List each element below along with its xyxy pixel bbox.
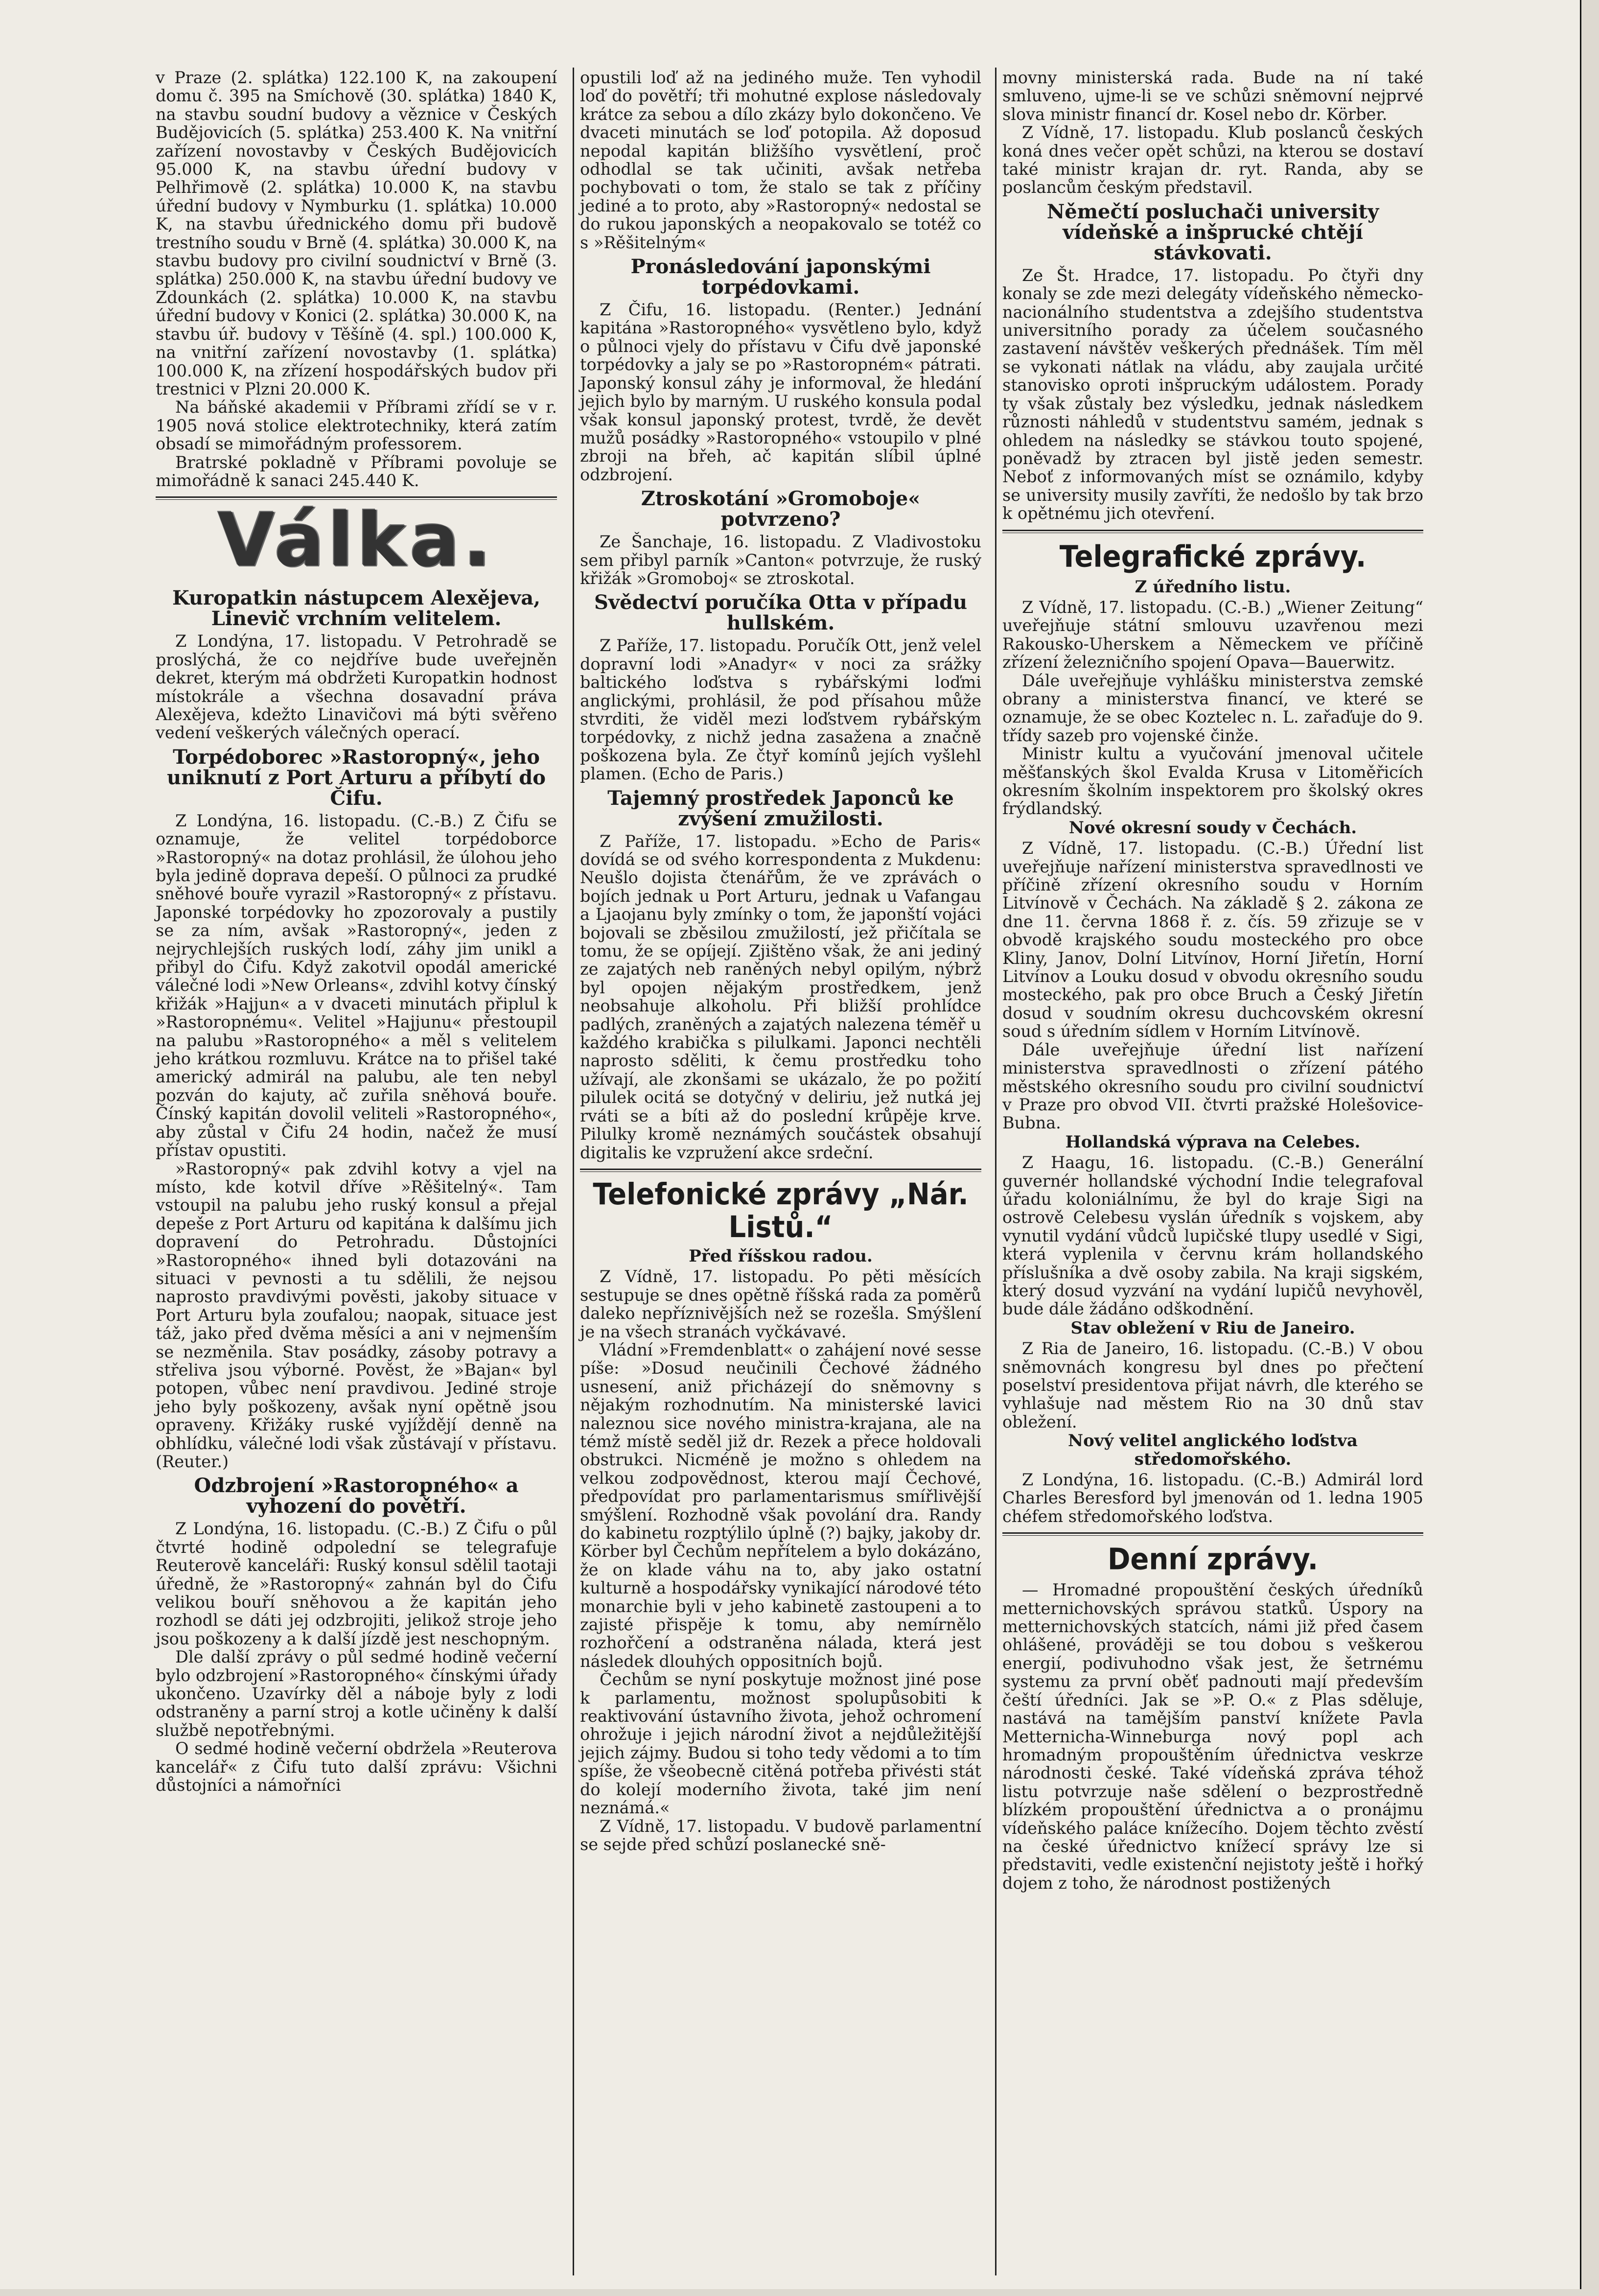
headline-ott: Svědectví poručíka Otta v případu hullském. <box>594 591 968 635</box>
article-kuropatkin: Z Londýna, 17. listopadu. V Petrohradě se proslýchá, že co nejdříve bude uveřejněn dekret, kterým má obdržeti Kuropatkin hodnost místokrále a všechna dosavadní práva Alexějeva, kdežto Linavičovi má býti svěřeno vedení veškerých válečných operací. <box>156 632 557 743</box>
subhead-rio: Stav obležení v Riu de Janeiro. <box>1070 1318 1355 1338</box>
section-divider <box>580 1169 981 1172</box>
budget-paragraph: v Praze (2. splátka) 122.100 K, na zakoupení domu č. 395 na Smíchově (30. splátka) 1840 K, na stavbu soudní budovy a věznice v Českých Budějovicích (5. splátka) 253.400 K. Na vnitřní zařízení novostavby v Českých Budějovicích 95.000 K, na stavbu úřední budovy v Pelhřimově (2. splátka) 10.000 K, na stavbu úřední budovy v Nymburku (1. splátka) 10.000 K, na stavbu úřednického domu při budově trestního soudu v Brně (4. splátka) 30.000 K, na stavbu budovy pro civilní soudnictví v Brně (3. splátka) 250.000 K, na stavbu úřední budovy ve Zdounkách (2. splátka) 10.000 K, na stavbu úřední budovy v Konici (2. splátka) 30.000 K, na stavbu úř. budovy v Těšíně (4. spl.) 100.000 K, na vnitřní zařízení novostavby (1. splátka) 100.000 K, na zřízení hospodářských budov při trestnici v Plzni 20.000 K. <box>156 68 557 398</box>
column-3 <box>1002 69 1423 1892</box>
article-rastoropny-a: Z Londýna, 16. listopadu. (C.-B.) Z Čifu se oznamuje, že velitel torpédoborce »Rastoropný« na dotaz prohlásil, že úlohou jeho byla jedině doprava depeší. O půlnoci za prudké sněhové bouře vyrazil »Rastoropný« z přístavu. Japonské torpédovky ho zpozorovaly a pustily se za ním, avšak »Rastoropný«, jeden z nejrychlejších ruských lodí, záhy jim unikl a přibyl do Čifu. Když zakotvil opodál americké válečné lodi »New Orleans«, zdvihl kotvy čínský křižák »Hajjun« a v dvaceti minutách připlul k »Rastoropnému«. Velitel »Hajjunu« přestoupil na palubu »Rastoropného« a měl s velitelem jeho krátkou rozmluvu. Krátce na to přišel také americký admirál na palubu, ale ten nebyl pozván do kajuty, ač zuřila sněhová bouře. Čínský kapitán dovolil veliteli »Rastoropného«, aby zůstal v Čifu 24 hodin, načež že musí přístav opustiti. <box>156 811 557 1160</box>
headline-telegraph-news: Telegrafické zprávy. <box>1059 539 1367 574</box>
column-rule-1 <box>573 68 574 2275</box>
article-rastoropny-b: »Rastoropný« pak zdvihl kotvy a vjel na místo, kde kotvil dříve »Rěšitelný«. Tam vstoupil na palubu jeho ruský konsul a přejal depeše z Port Arturu od kapitána k dalšímu jich dopravení do Petrohradu. Důstojníci »Rastoropného« ihned byli dotazováni na situaci v pevnosti a tu sdělili, že nejsou naprosto pravdivými pověsti, jakoby situace v Port Arturu byla zoufalou; naopak, situace jest táž, jako před dvěma měsíci a ani v nejmenším se nezměnila. Stav posádky, zásoby potravy a střeliva jsou výborné. Pověst, že »Bajan« byl potopen, vůbec není pravdivou. Jediné stroje jeho byly poškozeny, avšak nyní opětně jsou opraveny. Křižáky ruské vyjíždějí denně na obhlídku, válečné lodi však zůstávají v přístavu. (Reuter.) <box>156 1159 557 1471</box>
column-1 <box>156 69 557 1795</box>
article-gazette-c: Ministr kultu a vyučování jmenoval učitele měšťanských škol Evalda Krusa v Litoměřicích okresním školním inspektorem pro školský okres frýdlandský. <box>1002 744 1423 819</box>
pribram-academy-paragraph: Na báňské akademii v Příbrami zřídí se v r. 1905 nová stolice elektrotechniky, která zatím obsadí se mimořádným professorem. <box>156 398 557 454</box>
article-celebes: Z Haagu, 16. listopadu. (C.-B.) Generální guvernér hollandské východní Indie telegrafoval úřadu koloniálnímu, že byl do kraje Sigi na ostrově Celebesu vyslán úředník s vojskem, aby vynutil vydání vůdců lupičské tlupy usedlé v Sigi, která vyplenila v červnu krám hollandského příslušníka a dvě osoby zabila. Na kraji sigském, který dosud vyzvání na vydání lupičů nevyhověl, bude dále žádáno odškodnění. <box>1002 1153 1423 1319</box>
article-courts-b: Dále uveřejňuje úřední list nařízení ministerstva spravedlnosti o zřízení pátého městského okresního soudu pro civilní soudnictví v Praze pro obvod VII. čtvrti pražské Holešovice-Bubna. <box>1002 1040 1423 1133</box>
article-czech-club: Z Vídně, 17. listopadu. Klub poslanců českých koná dnes večer opět schůzi, na kterou se dostaví také ministr krajan dr. ryt. Randa, aby se poslancům českým představil. <box>1002 123 1423 197</box>
section-divider <box>1002 1532 1423 1536</box>
headline-gromoboj: Ztroskotání »Gromoboje« potvrzeno? <box>641 487 921 531</box>
pribram-fund-paragraph: Bratrské pokladně v Příbrami povoluje se mimořádně k sanaci 245.440 K. <box>156 452 557 490</box>
page-edge-bottom <box>0 2289 1599 2296</box>
subhead-celebes: Hollandská výprava na Celebes. <box>1065 1132 1361 1152</box>
article-reichsrat-a: Z Vídně, 17. listopadu. Po pěti měsících sestupuje se dnes opětně říšská rada za poměrů daleko nepříznivějších než se rozešla. Smýšlení je na všech stranách vyčkávavé. <box>580 1267 981 1341</box>
subhead-official-gazette: Z úředního listu. <box>1135 577 1291 597</box>
subhead-reichsrat: Před říšskou radou. <box>689 1246 873 1266</box>
article-reichsrat-b: Vládní »Fremdenblatt« o zahájení nové sesse píše: »Dosud neučinili Čechové žádného usnesení, aniž přicházejí do sněmovny s nějakým rozhodnutím. Na ministerské lavici naleznou sice nového ministra-krajana, ale na témž místě seděl již dr. Rezek a přece holdovali obstrukci. Nicméně je možno s ohledem na velkou zodpovědnost, kterou mají Čechové, předpovídat pro parlamentarismus smířlivější smýšlení. Rozhodně však povolání dra. Randy do kabinetu rozptýlilo úplně (?) bajky, jakoby dr. Körber byl Čechům nepřítelem a bylo dokázáno, že on klade váhu na to, aby jako ostatní kulturně a hospodářsky vynikající národové této monarchie byli v jeho kabinetě zastoupeni a to zajisté přispěje k tomu, aby nemírnělo rozhořčení a odstraněna nálada, která jest následek dlouhých oppositních bojů. <box>580 1340 981 1671</box>
column-rule-2 <box>995 68 996 2275</box>
headline-japanese-remedy: Tajemný prostředek Japonců ke zvýšení zmužilosti. <box>607 786 954 830</box>
article-continuation: opustili loď až na jediného muže. Ten vyhodil loď do povětří; tři mohutné explose následovaly krátce za sebou a dílo zkázy bylo dokončeno. Ve dvaceti minutách se loď potopila. Až doposud nepodal kapitán bližšího vysvětlení, proč odhodlal se tak učiniti, avšak netřeba pochybovati o tom, že stalo se tak z příčiny jediné a to proto, aby »Rastoropný« nedostal se do rukou japonských a neopakovalo se totéž co s »Rěšitelným« <box>580 68 981 252</box>
headline-telephone-news: Telefonické zprávy „Nár. Listů.“ <box>593 1177 969 1244</box>
article-japanese-remedy: Z Paříže, 17. listopadu. »Echo de Paris« dovídá se od svého korrespondenta z Mukdenu: Neušlo dojista čtenářům, že ve zprávách o bojích jednak u Port Arturu, jednak u Vafangau a Ljaojanu byly zmínky o tom, že japonští vojáci bojovali se zběsilou zmužilostí, jež přičítala se tomu, že se opíjejí. Zjištěno však, že ani jediný ze zajatých neb raněných nebyl opilým, nýbrž byl opojen nějakým prostředkem, jenž neobsahuje alkoholu. Při bližší prohlídce padlých, zraněných a zajatých nalezena téměř u každého krabička s pilulkami. Japonci nechtěli naprosto sděliti, k čemu prostředku toho užívají, ale zkonšami se ukázalo, že po požití pilulek ocitá se dotyčný v deliriu, jež nutká jej rváti se a bíti až do poslední krůpěje krve. Pilulky kromě neznámých součástek obsahují digitalis ke vzpružení akce srdeční. <box>580 831 981 1162</box>
column-2 <box>580 69 981 1853</box>
article-ott: Z Paříže, 17. listopadu. Poručík Ott, jenž velel dopravní lodi »Anadyr« v noci za srážky baltického loďstva s rybářskými loďmi anglickými, prohlásil, že pod přísahou může stvrditi, že viděl mezi loďstvem rybářským torpédovky, z nichž jedna zasažena a značně poškozena byla. Ze čtyř komínů jejích vyšlehl plamen. (Echo de Paris.) <box>580 636 981 784</box>
article-ministers-continuation: movny ministerská rada. Bude na ní také smluveno, ujme-li se ve schůzi sněmovní nejprvé slova ministr financí dr. Kosel nebo dr. Körber. <box>1002 68 1423 124</box>
subhead-district-courts: Nové okresní soudy v Čechách. <box>1068 818 1357 838</box>
article-metternich: — Hromadné propouštění českých úředníků metternichovských správou statků. Úspory na metternichovských statcích, námi již před časem ohlášené, prováději se tou dobou s veškerou energií, podivuhodno však jest, že šetrnému systemu za první oběť padnouti mají především čeští úředníci. Jak se »P. O.« z Plas sděluje, nastává na tamějším panství knížete Pavla Metternicha-Winneburga nový popl ach hromadným propouštěním úřednictva veskrze národnosti české. Také vídeňská zpráva téhož listu potvrzuje naše sdělení o bezprostředně blízkém propouštění úřednictva a o pronájmu vídeňského paláce knížecího. Dojem těchto zvěstí na české úřednictvo knížecí správy lze si představiti, vedle existenční nejistoty ještě i hořký dojem z toho, že národnost postižených <box>1002 1580 1423 1893</box>
article-torpedo-pursuit: Z Čifu, 16. listopadu. (Renter.) Jednání kapitána »Rastoropného« vysvětleno bylo, když o půlnoci vjely do přístavu v Čifu dvě japonské torpédovky a jaly se po »Rastoropném« pátrati. Japonský konsul záhy je informoval, že hledání jejich bylo by marným. U ruského konsula podal však konsul japonský protest, tvrdě, že devět mužů posádky »Rastoropného« vstoupilo v plné zbroji na břeh, ač kapitán slíbil úplné odzbrojení. <box>580 300 981 484</box>
article-disarmament-b: Dle další zprávy o půl sedmé hodině večerní bylo odzbrojení »Rastoropného« čínskými úřady ukončeno. Uzavírky děl a náboje byly z lodi odstraněny a parní stroj a kotle učiněny k další službě nepotřebnými. <box>156 1647 557 1740</box>
article-rio: Z Ria de Janeiro, 16. listopadu. (C.-B.) V obou sněmovnách kongresu byl dnes po přečtení poselství presidentova přijat návrh, dle kterého se vyhlašuje nad městem Rio na 30 dnů stav obležení. <box>1002 1339 1423 1431</box>
article-reichsrat-c: Čechům se nyní poskytuje možnost jiné pose k parlamentu, možnost spolupůsobiti k reaktivování ústavního života, jehož ochromení ohrožuje i jejich národní život a nejdůležitější jejich zájmy. Budou si toho tedy vědomi a to tím spíše, že všeobecně citěná potřeba přivésti stát do kolejí moderního života, také jim není neznámá.« <box>580 1670 981 1818</box>
headline-daily-news: Denní zprávy. <box>1107 1542 1319 1577</box>
article-gazette-a: Z Vídně, 17. listopadu. (C.-B.) „Wiener Zeitung“ uveřejňuje státní smlouvu uzavřenou mezi Rakousko-Uherskem a Německem ve příčině zřízení železničního spojení Opava—Bauerwitz. <box>1002 597 1423 672</box>
headline-disarmament: Odzbrojení »Rastoropného« a vyhození do povětří. <box>194 1474 519 1518</box>
article-disarmament-a: Z Londýna, 16. listopadu. (C.-B.) Z Čifu o půl čtvrté hodině odpolední se telegrafuje Reuterově kanceláři: Ruský konsul sdělil taotaji úředně, že »Rastoropný« zahnán byl do Čifu velikou bouří sněhovou a že kapitán jeho rozhodl se dáti jej odzbrojiti, jelikož stroje jeho jsou poškozeny a k další jízdě jest neschopným. <box>156 1519 557 1648</box>
article-courts-a: Z Vídně, 17. listopadu. (C.-B.) Úřední list uveřejňuje nařízení ministerstva spravedlnosti ve příčině zřízení okresního soudu v Horním Litvínově v Čechách. Na základě § 2. zákona ze dne 11. června 1868 ř. z. čís. 59 zřizuje se v obvodě krajského soudu mosteckého pro obce Kliny, Janov, Dolní Litvínov, Horní Jiřetín, Horní Litvínov a Louku dosud v obvodu okresního soudu mosteckého, pak pro obce Bruch a Český Jiřetín dosud v soudním okresu duchcovském okresní soud s úředním sídlem v Horním Litvínově. <box>1002 839 1423 1041</box>
article-disarmament-c: O sedmé hodině večerní obdržela »Reuterova kancelář« z Čifu tuto další zprávu: Všichni důstojníci a námořníci <box>156 1739 557 1795</box>
headline-torpedo-pursuit: Pronásledování japonskými torpédovkami. <box>630 255 931 299</box>
article-gromoboj: Ze Šanchaje, 16. listopadu. Z Vladivostoku sem přibyl parník »Canton« potvrzuje, že ruský křižák »Gromoboj« se ztroskotal. <box>580 532 981 588</box>
headline-kuropatkin: Kuropatkin nástupcem Alexějeva, Linevič vrchním velitelem. <box>172 586 541 631</box>
article-reichsrat-d: Z Vídně, 17. listopadu. V budově parlamentní se sejde před schůzí poslanecké sně- <box>580 1816 981 1854</box>
article-student-strike: Ze Št. Hradce, 17. listopadu. Po čtyři dny konaly se zde mezi delegáty vídeňského německo-nacionálního studentstva a zdejšího studentstva universitního porady za účelem současného zastavení návštěv veškerých přednášek. Tím měl se vykonati nátlak na vládu, aby zaujala určité stanovisko oproti inšpruckým událostem. Porady ty však zůstaly bez výsledku, jednak následkem různosti náhledů v studentstvu samém, jednak s ohledem na následky se stávkou touto spojené, poněvadž by ztracen byl jistě jeden semestr. Neboť z informovaných míst se oznámilo, kdyby se university musily zavříti, že nedošlo by tak brzo k opětnému jich otevření. <box>1002 265 1423 523</box>
page-edge-right <box>1580 0 1599 2296</box>
headline-rastoropny: Torpédoborec »Rastoropný«, jeho uniknutí z Port Arturu a příbytí do Čifu. <box>167 745 546 810</box>
article-gazette-b: Dále uveřejňuje vyhlášku ministerstva zemské obrany a ministerstva financí, ve které se oznamuje, že se obec Koztelec n. L. zařaďuje do 9. třídy sazeb pro vojenské činže. <box>1002 671 1423 745</box>
article-admiral: Z Londýna, 16. listopadu. (C.-B.) Admirál lord Charles Beresford byl jmenován od 1. ledna 1905 chéfem středomořského loďstva. <box>1002 1470 1423 1526</box>
headline-student-strike: Němečtí posluchači university vídeňské a inšprucké chtějí stávkovati. <box>1046 200 1379 264</box>
war-masthead: Válka. <box>217 498 495 584</box>
subhead-admiral: Nový velitel anglického loďstva středomořského. <box>1068 1431 1358 1469</box>
section-divider <box>1002 530 1423 533</box>
